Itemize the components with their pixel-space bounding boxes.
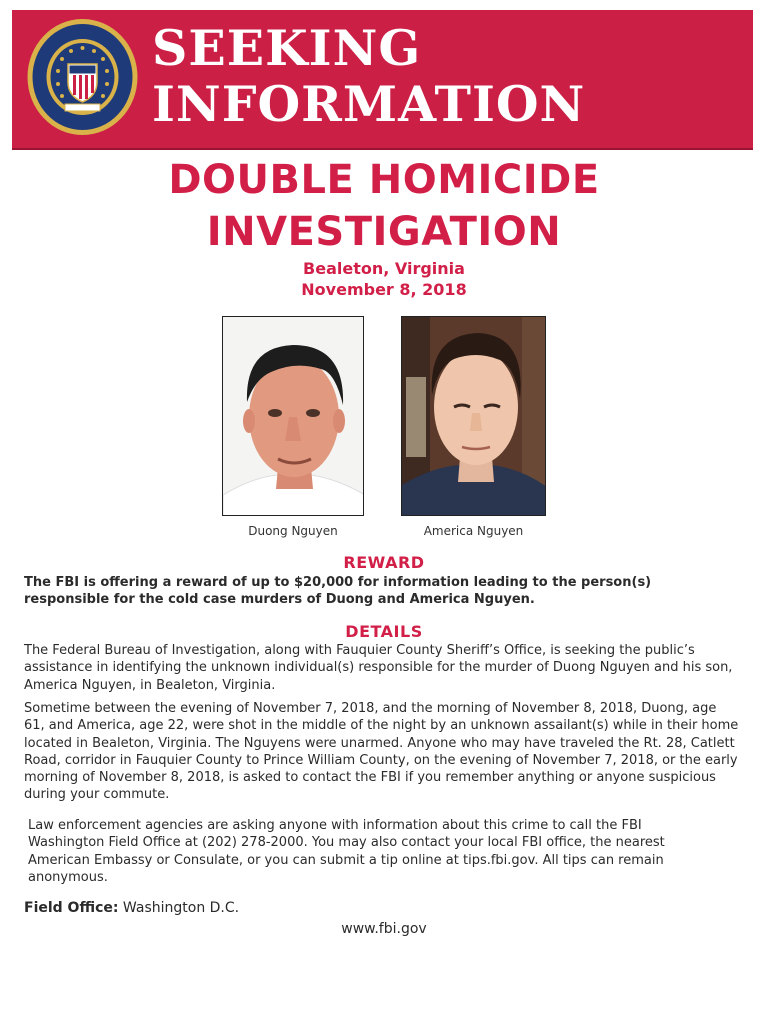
field-office-label: Field Office: bbox=[24, 900, 119, 916]
website-link[interactable]: www.fbi.gov bbox=[341, 921, 427, 937]
header-banner bbox=[12, 10, 753, 150]
fbi-seal-icon bbox=[25, 16, 140, 138]
banner-title-line2: INFORMATION bbox=[152, 75, 586, 133]
reward-text: The FBI is offering a reward of up to $20,000 for information leading to the person(s) responsible for the cold case murders of Duong and America Nguyen. bbox=[24, 575, 652, 607]
details-paragraph-1: The Federal Bureau of Investigation, along with Fauquier County Sheriff’s Office, is seeking the public’s assistance in identifying the unknown individual(s) responsible for the murder of Duong Nguyen and his son, America Nguyen, in Bealeton, Virginia. bbox=[24, 643, 733, 693]
victim-photo-duong bbox=[222, 316, 364, 516]
banner-title bbox=[152, 20, 585, 132]
field-office-value: Washington D.C. bbox=[122, 900, 240, 916]
photo-caption-duong: Duong Nguyen bbox=[248, 524, 338, 538]
case-subheading bbox=[0, 258, 768, 300]
field-office bbox=[24, 900, 239, 916]
page-title bbox=[0, 154, 768, 258]
reward-heading: REWARD bbox=[343, 553, 425, 572]
photo-caption-america: America Nguyen bbox=[423, 524, 524, 538]
banner-title-line1: SEEKING bbox=[152, 19, 422, 77]
details-paragraph-3: Law enforcement agencies are asking anyone with information about this crime to call the FBI Washington Field Office at (202) 278-2000. You may also contact your local FBI office, the nearest American Embassy or Consulate, or you can submit a tip online at tips.fbi.gov. All tips can remain anonymous. bbox=[28, 818, 665, 885]
details-heading: DETAILS bbox=[345, 622, 423, 641]
case-date: November 8, 2018 bbox=[301, 280, 467, 299]
portrait-duong-image bbox=[223, 317, 364, 516]
page-title-line1: DOUBLE HOMICIDE bbox=[168, 157, 600, 203]
victim-photo-america bbox=[401, 316, 546, 516]
case-location: Bealeton, Virginia bbox=[303, 259, 465, 278]
page-title-line2: INVESTIGATION bbox=[206, 209, 562, 255]
details-paragraph-2: Sometime between the evening of November 7, 2018, and the morning of November 8, 2018, Duong, age 61, and America, age 22, were shot in the middle of the night by an unknown assailant(s) while in their home located in Bealeton, Virginia. The Nguyens were unarmed. Anyone who may have traveled the Rt. 28, Catlett Road, corridor in Fauquier County to Prince William County, on the evening of November 7, 2018, or the early morning of November 8, 2018, is asked to contact the FBI if you remember anything or anyone suspicious during your commute. bbox=[24, 701, 739, 803]
portrait-america-image bbox=[402, 317, 546, 516]
